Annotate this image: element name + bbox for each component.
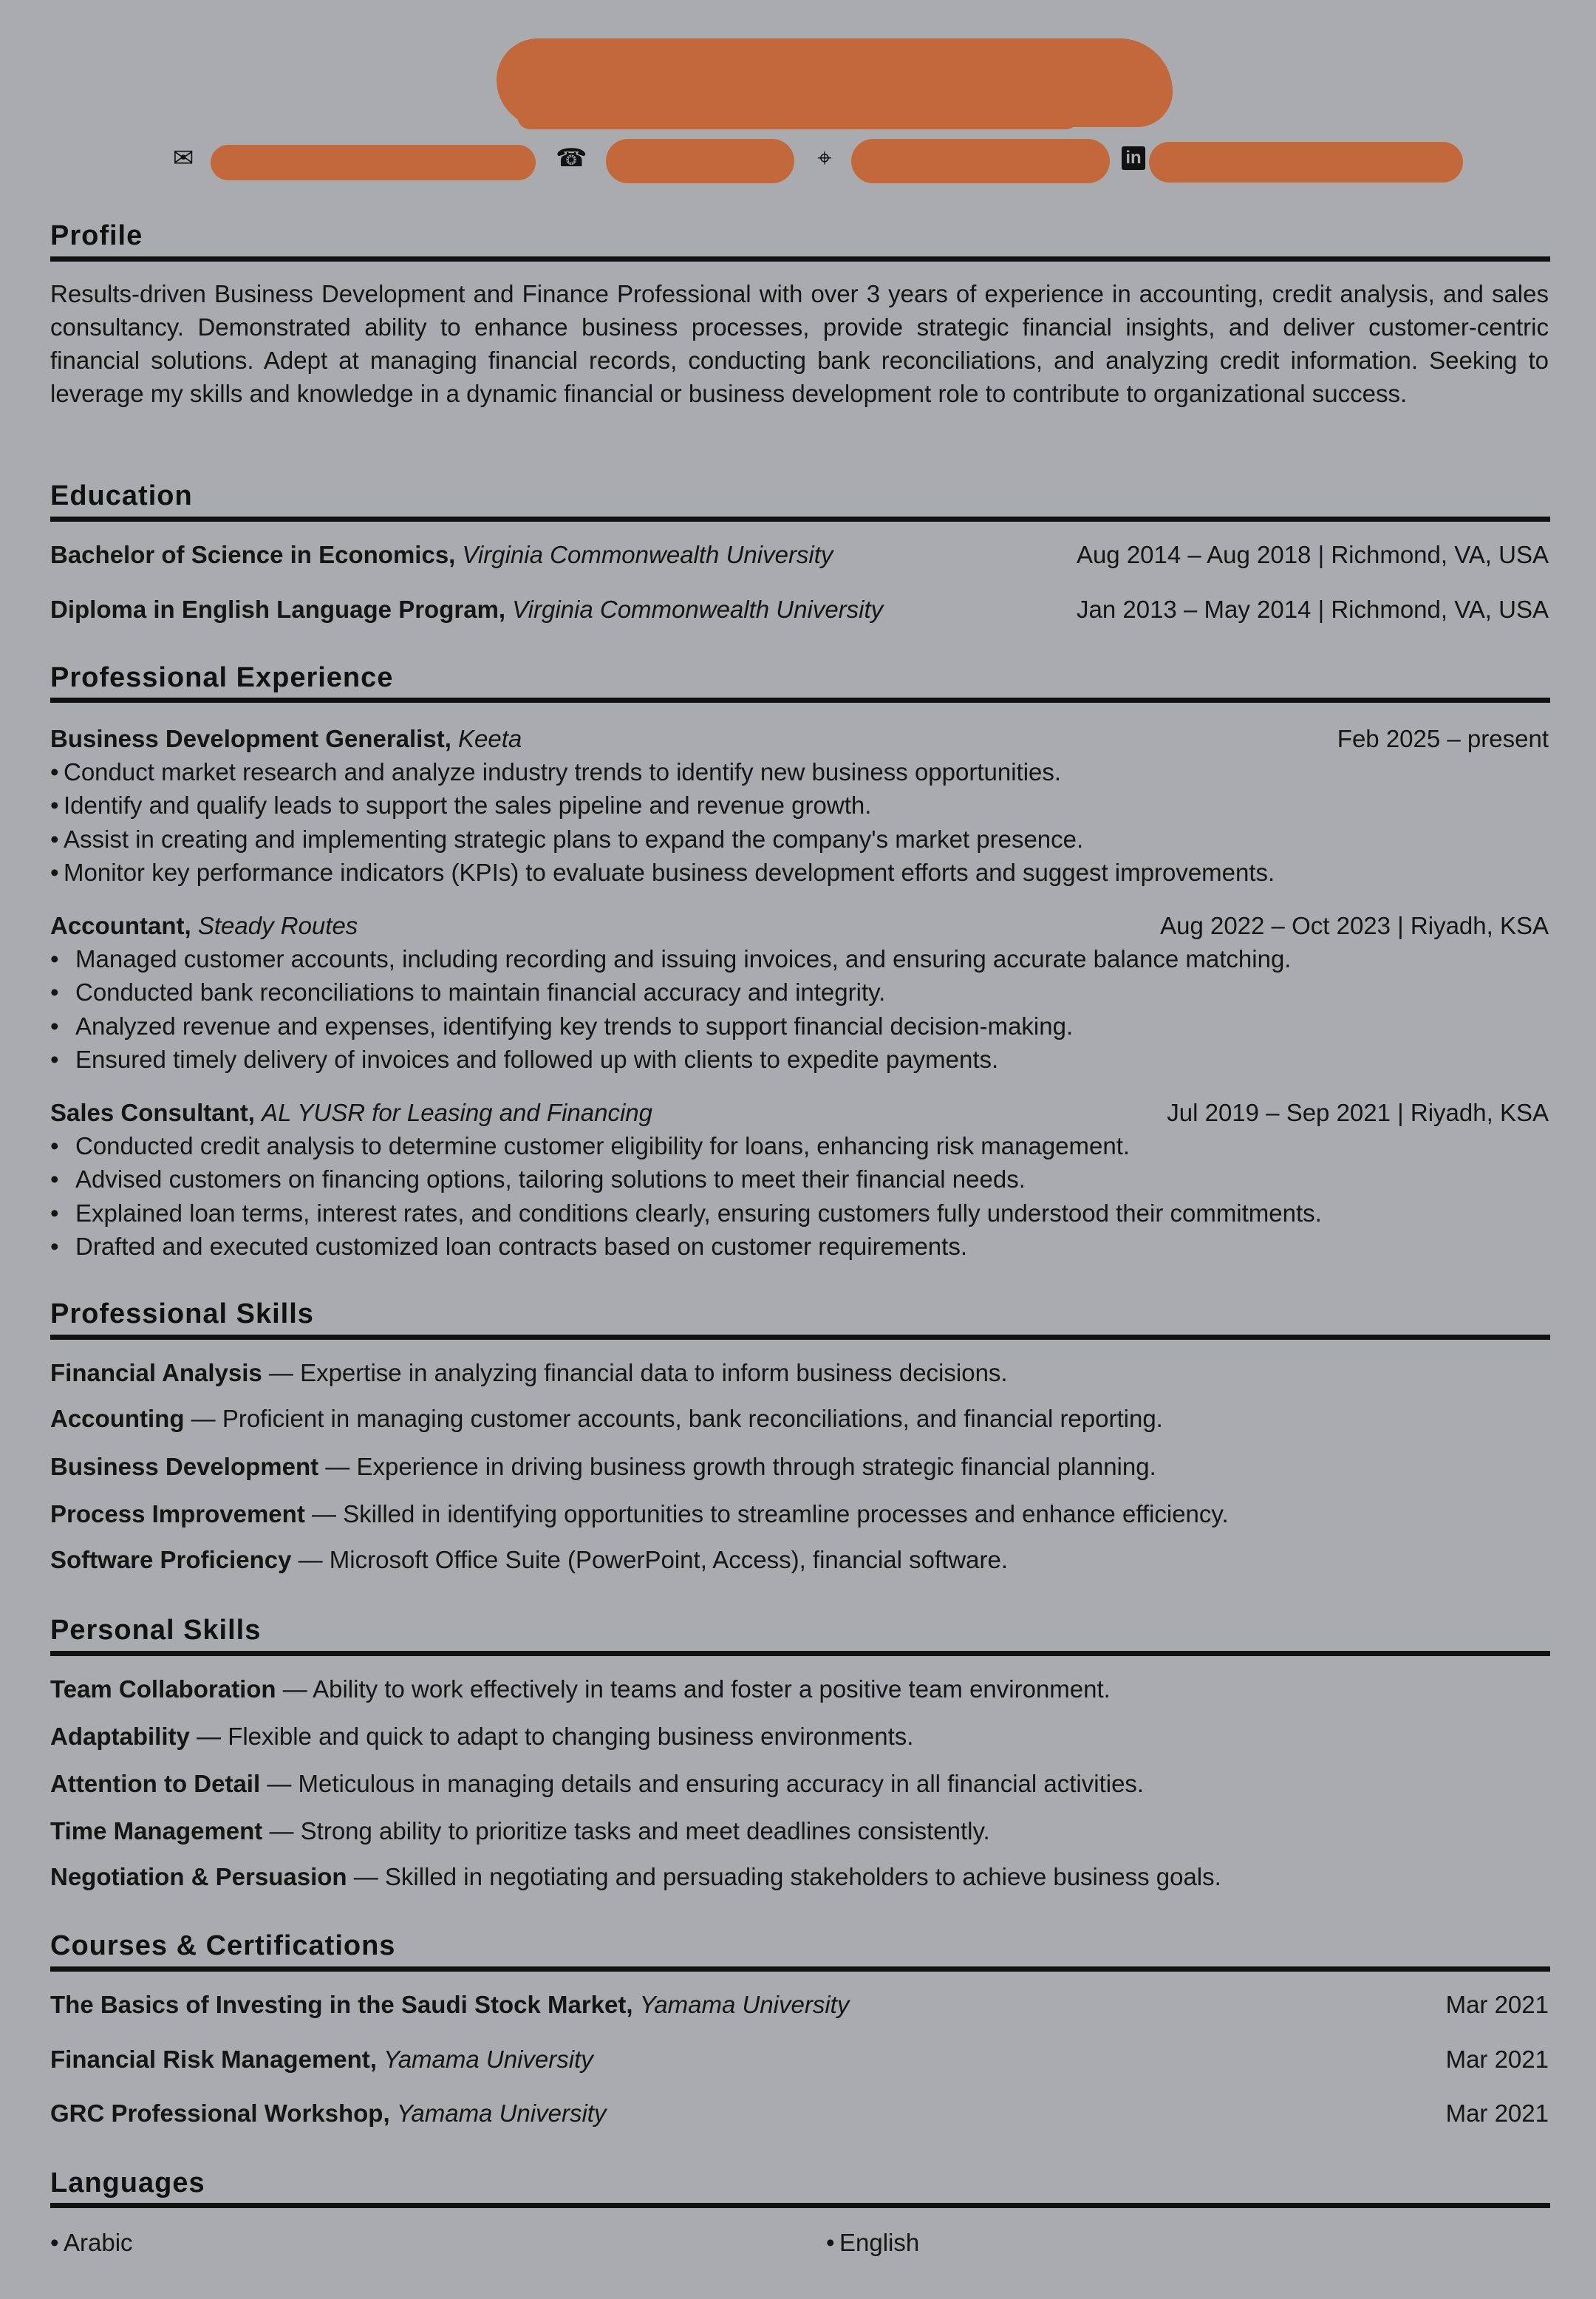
section-rule xyxy=(50,1651,1550,1656)
profile-summary: Results-driven Business Development and Finance Professional with over 3 years of experience in accounting, credit analysis, and sales consultancy. Demonstrated ability to enhance business processes, provide strategic financial insights, and deliver customer-centric financial solutions. Adept at managing financial records, conducting bank reconciliations, and analyzing credit information. Seeking to leverage my skills and knowledge in a dynamic financial or business development role to contribute to organizational success. xyxy=(50,280,1549,407)
section-rule xyxy=(50,1966,1550,1972)
job-company: Steady Routes xyxy=(197,912,358,939)
job-role: Accountant, xyxy=(50,912,191,939)
school: Virginia Commonwealth University xyxy=(462,541,833,568)
education-item: Bachelor of Science in Economics, Virginia Commonwealth University Aug 2014 – Aug 2018 | Richmond, VA, USA xyxy=(50,541,1549,568)
education-item: Diploma in English Language Program, Virginia Commonwealth University Jan 2013 – May 2014 | Richmond, VA, USA xyxy=(50,596,1549,623)
job-bullet: • Conduct market research and analyze industry trends to identify new business opportunities. xyxy=(50,758,1062,786)
language-item: • Arabic xyxy=(50,2229,133,2256)
job-header xyxy=(50,909,1549,943)
skill-item: Time Management — Strong ability to prioritize tasks and meet deadlines consistently. xyxy=(50,1817,990,1845)
dates: Aug 2014 – Aug 2018 xyxy=(1076,541,1312,568)
skill-item: Adaptability — Flexible and quick to adapt to changing business environments. xyxy=(50,1723,914,1750)
section-title-languages: Languages xyxy=(50,2167,205,2198)
section-rule xyxy=(50,2203,1550,2208)
redacted-linkedin xyxy=(1149,142,1463,183)
section-title-experience: Professional Experience xyxy=(50,662,394,693)
section-title-profile: Profile xyxy=(50,220,143,251)
job-bullet: • Assist in creating and implementing strategic plans to expand the company's market presence. xyxy=(50,825,1084,853)
skill-item: Business Development — Experience in driving business growth through strategic financial planning. xyxy=(50,1453,1156,1480)
envelope-icon: ✉ xyxy=(172,144,194,172)
redacted-location xyxy=(851,139,1110,183)
job-company: AL YUSR for Leasing and Financing xyxy=(262,1099,653,1126)
skill-item: Accounting — Proficient in managing customer accounts, bank reconciliations, and financial reporting. xyxy=(50,1405,1163,1432)
skill-item: Attention to Detail — Meticulous in managing details and ensuring accuracy in all financial activities. xyxy=(50,1770,1145,1797)
job-bullet: • Conducted bank reconciliations to maintain financial accuracy and integrity. xyxy=(50,978,886,1006)
job-bullet: • Monitor key performance indicators (KPIs) to evaluate business development efforts and suggest improvements. xyxy=(50,859,1275,886)
redacted-email xyxy=(211,145,536,180)
linkedin-icon: in xyxy=(1122,146,1145,170)
section-rule xyxy=(50,517,1550,522)
phone-icon: ☎ xyxy=(556,144,587,172)
location-pin-icon: ⌖ xyxy=(817,144,832,172)
job-meta: Jul 2019 – Sep 2021 | Riyadh, KSA xyxy=(1167,1099,1549,1126)
redacted-name-tail xyxy=(517,103,1079,129)
job-bullet: • Identify and qualify leads to support the sales pipeline and revenue growth. xyxy=(50,791,872,819)
certification-item: GRC Professional Workshop, Yamama University Mar 2021 xyxy=(50,2099,1549,2127)
section-rule xyxy=(50,698,1550,703)
skill-item: Process Improvement — Skilled in identifying opportunities to streamline processes and enhance efficiency. xyxy=(50,1500,1229,1527)
language-item: • English xyxy=(826,2229,920,2256)
job-meta: Feb 2025 – present xyxy=(1337,725,1549,752)
job-bullet: • Explained loan terms, interest rates, and conditions clearly, ensuring customers fully understood their commitments. xyxy=(50,1199,1322,1227)
job-role: Business Development Generalist, xyxy=(50,725,451,752)
skill-item: Negotiation & Persuasion — Skilled in negotiating and persuading stakeholders to achieve business goals. xyxy=(50,1863,1221,1890)
section-rule xyxy=(50,1335,1550,1340)
dates: Jan 2013 – May 2014 xyxy=(1077,596,1312,623)
location: Richmond, VA, USA xyxy=(1331,541,1549,568)
skill-item: Financial Analysis — Expertise in analyzing financial data to inform business decisions. xyxy=(50,1359,1008,1386)
degree: Diploma in English Language Program, xyxy=(50,596,506,623)
section-title-personal-skills: Personal Skills xyxy=(50,1615,262,1646)
degree: Bachelor of Science in Economics, xyxy=(50,541,456,568)
school: Virginia Commonwealth University xyxy=(512,596,884,623)
section-title-professional-skills: Professional Skills xyxy=(50,1298,314,1329)
skill-item: Team Collaboration — Ability to work effectively in teams and foster a positive team environment. xyxy=(50,1675,1111,1703)
skill-item: Software Proficiency — Microsoft Office Suite (PowerPoint, Access), financial software. xyxy=(50,1546,1009,1573)
job-company: Keeta xyxy=(458,725,522,752)
job-bullet: • Drafted and executed customized loan contracts based on customer requirements. xyxy=(50,1233,967,1260)
job-bullet: • Managed customer accounts, including recording and issuing invoices, and ensuring accurate balance matching. xyxy=(50,945,1292,973)
section-title-education: Education xyxy=(50,480,193,511)
redacted-phone xyxy=(606,139,794,183)
section-rule xyxy=(50,256,1550,262)
job-role: Sales Consultant, xyxy=(50,1099,255,1126)
job-bullet: • Ensured timely delivery of invoices and followed up with clients to expedite payments. xyxy=(50,1046,999,1073)
job-header xyxy=(50,722,1549,756)
job-meta: Aug 2022 – Oct 2023 | Riyadh, KSA xyxy=(1160,912,1549,939)
certification-item: Financial Risk Management, Yamama University Mar 2021 xyxy=(50,2046,1549,2073)
job-bullet: • Conducted credit analysis to determine customer eligibility for loans, enhancing risk management. xyxy=(50,1132,1130,1159)
job-header xyxy=(50,1096,1549,1130)
location: Richmond, VA, USA xyxy=(1331,596,1549,623)
certification-item: The Basics of Investing in the Saudi Stock Market, Yamama University Mar 2021 xyxy=(50,1991,1549,2018)
section-title-certifications: Courses & Certifications xyxy=(50,1930,396,1961)
job-bullet: • Advised customers on financing options, tailoring solutions to meet their financial needs. xyxy=(50,1165,1026,1193)
job-bullet: • Analyzed revenue and expenses, identifying key trends to support financial decision-making. xyxy=(50,1012,1074,1040)
